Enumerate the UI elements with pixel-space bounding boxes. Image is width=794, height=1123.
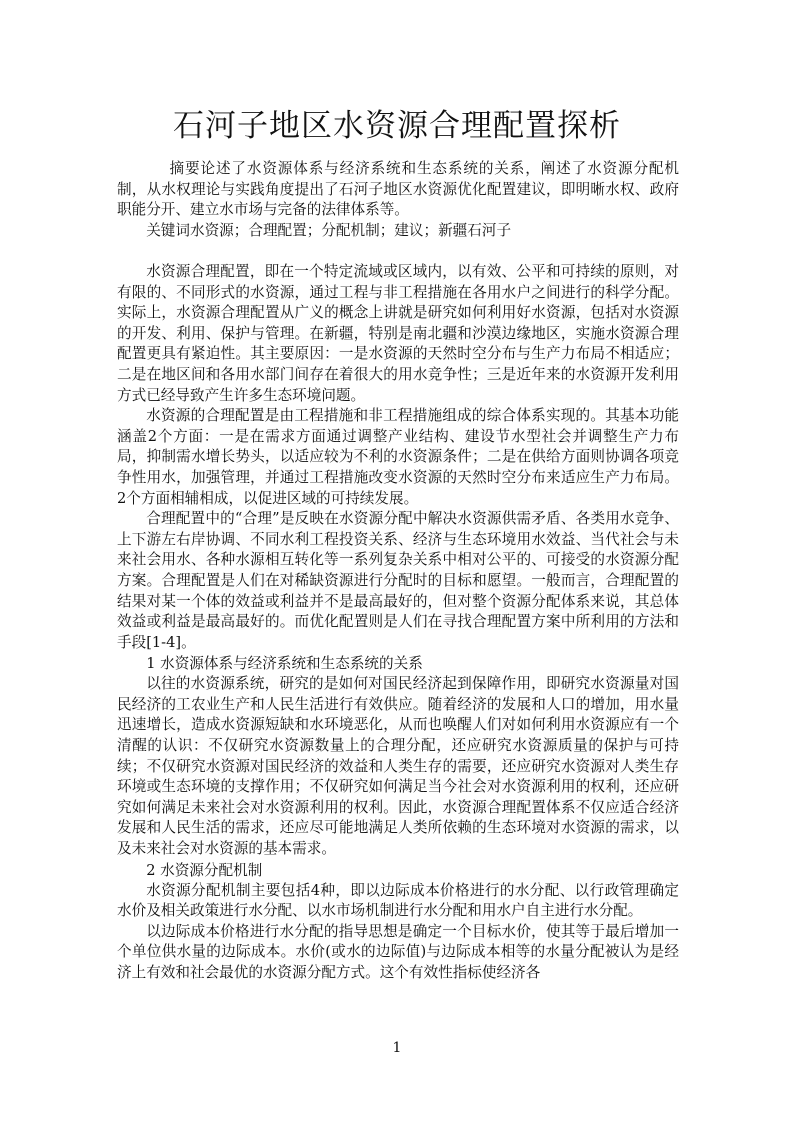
document-title: 石河子地区水资源合理配置探析	[173, 108, 621, 144]
section-heading: 1 水资源体系与经济系统和生态系统的关系	[146, 655, 423, 673]
body-text	[117, 262, 679, 984]
body-paragraph: 以往的水资源系统，研究的是如何对国民经济起到保障作用，即研究水资源量对国民经济的工农业生产和人民生活进行有效供应。随着经济的发展和人口的增加，用水量迅速增长，造成水资源短缺和水环境恶化，从而也唤醒人们对如何利用水资源应有一个清醒的认识：不仅研究水资源数量上的合理分配，还应研究水资源质量的保护与可持续；不仅研究水资源对国民经济的效益和人类生存的需要，还应研究水资源对人类生存环境或生态环境的支撑作用；不仅研究如何满足当今社会对水资源利用的权利，还应研究如何满足未来社会对水资源利用的权利。因此，水资源合理配置体系不仅应适合经济发展和人民生活的需求，还应尽可能地满足人类所依赖的生态环境对水资源的需求，以及未来社会对水资源的基本需求。	[117, 675, 679, 858]
keywords-line: 关键词水资源；合理配置；分配机制；建议；新疆石河子	[146, 221, 512, 239]
body-paragraph: 水资源分配机制主要包括4种，即以边际成本价格进行的水分配、以行政管理确定水价及相关政策进行水分配、以水市场机制进行水分配和用水户自主进行水分配。	[117, 881, 679, 920]
body-paragraph: 以边际成本价格进行水分配的指导思想是确定一个目标水价，使其等于最后增加一个单位供水量的边际成本。水价(或水的边际值)与边际成本相等的水量分配被认为是经济上有效和社会最优的水资源分配方式。这个有效性指标使经济各	[117, 922, 679, 981]
body-paragraph: 合理配置中的“合理”是反映在水资源分配中解决水资源供需矛盾、各类用水竞争、上下游左右岸协调、不同水利工程投资关系、经济与生态环境用水效益、当代社会与未来社会用水、各种水源相互转化等一系列复杂关系中相对公平的、可接受的水资源分配方案。合理配置是人们在对稀缺资源进行分配时的目标和愿望。一般而言，合理配置的结果对某一个体的效益或利益并不是最高最好的，但对整个资源分配体系来说，其总体效益或利益是最高最好的。而优化配置则是人们在寻找合理配置方案中所利用的方法和手段[1-4]。	[117, 510, 679, 651]
abstract-text: 摘要论述了水资源体系与经济系统和生态系统的关系，阐述了水资源分配机制，从水权理论与实践角度提出了石河子地区水资源优化配置建议，即明晰水权、政府职能分开、建立水市场与完备的法律体系等。	[117, 160, 679, 219]
section-heading: 2 水资源分配机制	[146, 861, 263, 879]
abstract-block	[117, 159, 679, 241]
page-number: 1	[392, 1040, 402, 1056]
body-paragraph: 水资源合理配置，即在一个特定流域或区域内，以有效、公平和可持续的原则，对有限的、不同形式的水资源，通过工程与非工程措施在各用水户之间进行的科学分配。实际上，水资源合理配置从广义的概念上讲就是研究如何利用好水资源，包括对水资源的开发、利用、保护与管理。在新疆，特别是南北疆和沙漠边缘地区，实施水资源合理配置更具有紧迫性。其主要原因：一是水资源的天然时空分布与生产力布局不相适应；二是在地区间和各用水部门间存在着很大的用水竞争性；三是近年来的水资源开发利用方式已经导致产生许多生态环境问题。	[117, 263, 679, 404]
body-paragraph: 水资源的合理配置是由工程措施和非工程措施组成的综合体系实现的。其基本功能涵盖2个方面：一是在需求方面通过调整产业结构、建设节水型社会并调整生产力布局，抑制需水增长势头，以适应较为不利的水资源条件；二是在供给方面则协调各项竞争性用水，加强管理，并通过工程措施改变水资源的天然时空分布来适应生产力布局。2个方面相辅相成，以促进区域的可持续发展。	[117, 407, 679, 507]
